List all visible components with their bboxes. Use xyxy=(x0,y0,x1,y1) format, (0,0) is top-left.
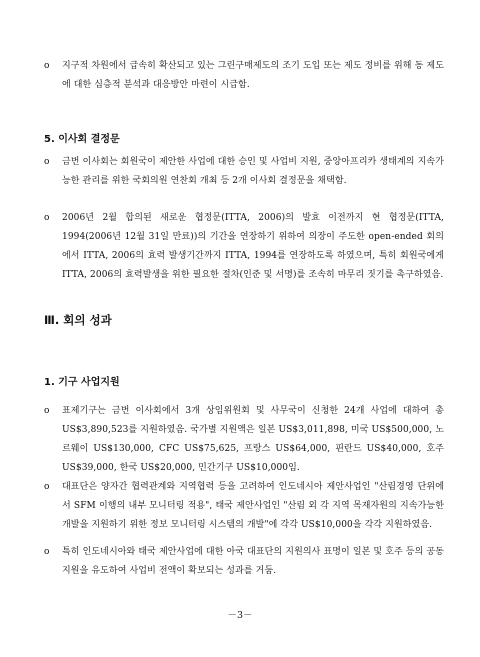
paragraph-funding-totals: 표제기구는 금번 이사회에서 3개 상임위원회 및 사무국이 신청한 24개 사업에 대하여 총 US$3,890,523를 지원하였음. 국가별 지원액은 일본 US$3,011,898, 미국 US$500,000, 노르웨이 US$130,000, CFC US$75,625, 프랑스 US$64,000, 핀란드 US$40,000, 호주 US$39,000, 한국 US$20,000, 민간기구 US$10,000임. xyxy=(62,406,444,473)
bullet-mark: o xyxy=(44,61,50,71)
section-heading-board-decisions: 5. 이사회 결정문 xyxy=(44,134,120,145)
bullet-mark: o xyxy=(44,406,50,416)
bullet-mark: o xyxy=(44,547,50,557)
page-number: －3－ xyxy=(227,610,253,621)
paragraph-delegation-support: 대표단은 양자간 협력관계와 지역협력 등을 고려하여 인도네시아 제안사업인 "산림경영 단위에서 SFM 이행의 내부 모니터링 적용", 태국 제안사업인 "산림 외 각 지역 목재자원의 지속가능한 개발을 지원하기 위한 정보 모니터링 시스템의 개발"에 각각 US$10,000을 각각 지원하였음. xyxy=(62,482,444,530)
paragraph-green-procurement: 지구적 차원에서 급속히 확산되고 있는 그린구매제도의 조기 도입 또는 제도 정비를 위해 동 제도에 대한 심층적 분석과 대응방안 마련이 시급함. xyxy=(62,61,444,90)
bullet-mark: o xyxy=(44,157,50,167)
paragraph-joint-funding: 특히 인도네시아와 태국 제안사업에 대한 아국 대표단의 지원의사 표명이 일본 및 호주 등의 공동지원을 유도하여 사업비 전액이 확보되는 성과를 거둠. xyxy=(62,547,444,576)
section-heading-project-support: 1. 기구 사업지원 xyxy=(44,377,120,388)
bullet-mark: o xyxy=(44,213,50,223)
chapter-heading-results: Ⅲ. 회의 성과 xyxy=(44,313,112,327)
paragraph-board-decisions: 금번 이사회는 회원국이 제안한 사업에 대한 승인 및 사업비 지원, 중앙아프리카 생태계의 지속가능한 관리를 위한 국회의원 연찬회 개최 등 2개 이사회 결정문을 채택함. xyxy=(62,157,444,186)
paragraph-itta-extension: 2006년 2월 합의된 새로운 협정문(ITTA, 2006)의 발효 이전까지 현 협정문(ITTA, 1994(2006년 12월 31일 만료))의 기간을 연장하기 위하여 의장이 주도한 open-ended 회의에서 ITTA, 2006의 효력 발생기간까지 ITTA, 1994를 연장하도록 하였으며, 특히 회원국에게 ITTA, 2006의 효력발생을 위한 필요한 절차(인준 및 서명)를 조속히 마무리 짓기를 촉구하였음. xyxy=(62,213,444,280)
bullet-mark: o xyxy=(44,482,50,492)
